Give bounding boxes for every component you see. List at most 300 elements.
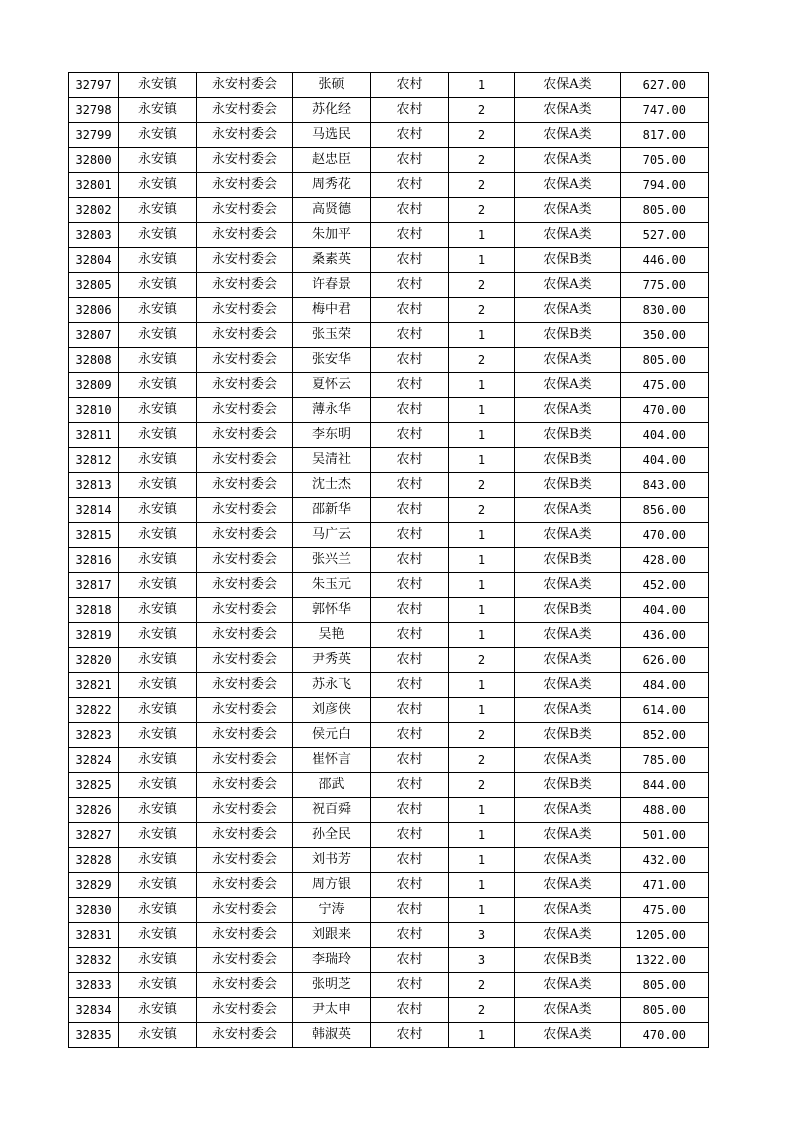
person-name-cell: 苏永飞 (293, 673, 371, 698)
household-size-cell: 2 (449, 748, 515, 773)
household-size-cell: 1 (449, 323, 515, 348)
household-size-cell: 1 (449, 823, 515, 848)
village-committee-cell: 永安村委会 (197, 573, 293, 598)
amount-cell: 817.00 (621, 123, 709, 148)
table-row (69, 398, 709, 423)
household-type-cell: 农村 (371, 73, 449, 98)
record-id-cell: 32824 (69, 748, 119, 773)
town-cell: 永安镇 (119, 948, 197, 973)
household-type-cell: 农村 (371, 273, 449, 298)
insurance-category-cell: 农保A类 (515, 998, 621, 1023)
insurance-category-cell: 农保B类 (515, 423, 621, 448)
record-id-cell: 32801 (69, 173, 119, 198)
person-name-cell: 张兴兰 (293, 548, 371, 573)
table-row (69, 423, 709, 448)
household-size-cell: 2 (449, 123, 515, 148)
insurance-category-cell: 农保A类 (515, 798, 621, 823)
town-cell: 永安镇 (119, 698, 197, 723)
household-type-cell: 农村 (371, 173, 449, 198)
village-committee-cell: 永安村委会 (197, 98, 293, 123)
person-name-cell: 赵忠臣 (293, 148, 371, 173)
table-row (69, 723, 709, 748)
household-type-cell: 农村 (371, 373, 449, 398)
record-id-cell: 32813 (69, 473, 119, 498)
town-cell: 永安镇 (119, 448, 197, 473)
town-cell: 永安镇 (119, 548, 197, 573)
table-row (69, 673, 709, 698)
insurance-category-cell: 农保A类 (515, 973, 621, 998)
town-cell: 永安镇 (119, 898, 197, 923)
insurance-category-cell: 农保A类 (515, 698, 621, 723)
village-committee-cell: 永安村委会 (197, 148, 293, 173)
household-type-cell: 农村 (371, 898, 449, 923)
person-name-cell: 张明芝 (293, 973, 371, 998)
town-cell: 永安镇 (119, 273, 197, 298)
table-row (69, 298, 709, 323)
household-type-cell: 农村 (371, 323, 449, 348)
town-cell: 永安镇 (119, 348, 197, 373)
person-name-cell: 周方银 (293, 873, 371, 898)
town-cell: 永安镇 (119, 423, 197, 448)
record-id-cell: 32825 (69, 773, 119, 798)
person-name-cell: 吴艳 (293, 623, 371, 648)
table-row (69, 973, 709, 998)
amount-cell: 436.00 (621, 623, 709, 648)
amount-cell: 428.00 (621, 548, 709, 573)
household-size-cell: 3 (449, 948, 515, 973)
household-type-cell: 农村 (371, 798, 449, 823)
household-size-cell: 1 (449, 898, 515, 923)
household-type-cell: 农村 (371, 498, 449, 523)
village-committee-cell: 永安村委会 (197, 373, 293, 398)
record-id-cell: 32811 (69, 423, 119, 448)
town-cell: 永安镇 (119, 923, 197, 948)
person-name-cell: 郭怀华 (293, 598, 371, 623)
town-cell: 永安镇 (119, 98, 197, 123)
person-name-cell: 侯元白 (293, 723, 371, 748)
person-name-cell: 韩淑英 (293, 1023, 371, 1048)
record-id-cell: 32830 (69, 898, 119, 923)
insurance-category-cell: 农保A类 (515, 273, 621, 298)
household-type-cell: 农村 (371, 148, 449, 173)
table-row (69, 573, 709, 598)
person-name-cell: 祝百舜 (293, 798, 371, 823)
record-id-cell: 32831 (69, 923, 119, 948)
amount-cell: 705.00 (621, 148, 709, 173)
household-size-cell: 1 (449, 548, 515, 573)
person-name-cell: 尹太申 (293, 998, 371, 1023)
amount-cell: 627.00 (621, 73, 709, 98)
household-type-cell: 农村 (371, 423, 449, 448)
household-type-cell: 农村 (371, 248, 449, 273)
town-cell: 永安镇 (119, 873, 197, 898)
person-name-cell: 薄永华 (293, 398, 371, 423)
table-row (69, 123, 709, 148)
household-type-cell: 农村 (371, 98, 449, 123)
table-row (69, 98, 709, 123)
amount-cell: 471.00 (621, 873, 709, 898)
village-committee-cell: 永安村委会 (197, 398, 293, 423)
insurance-category-cell: 农保B类 (515, 473, 621, 498)
table-row (69, 798, 709, 823)
household-type-cell: 农村 (371, 748, 449, 773)
insurance-category-cell: 农保A类 (515, 123, 621, 148)
person-name-cell: 马选民 (293, 123, 371, 148)
insurance-category-cell: 农保B类 (515, 323, 621, 348)
household-size-cell: 1 (449, 523, 515, 548)
village-committee-cell: 永安村委会 (197, 623, 293, 648)
person-name-cell: 高贤德 (293, 198, 371, 223)
insurance-category-cell: 农保B类 (515, 448, 621, 473)
insurance-category-cell: 农保A类 (515, 848, 621, 873)
village-committee-cell: 永安村委会 (197, 648, 293, 673)
household-size-cell: 2 (449, 648, 515, 673)
amount-cell: 475.00 (621, 373, 709, 398)
insurance-category-cell: 农保A类 (515, 98, 621, 123)
record-id-cell: 32829 (69, 873, 119, 898)
insurance-category-cell: 农保A类 (515, 623, 621, 648)
household-size-cell: 2 (449, 998, 515, 1023)
record-id-cell: 32822 (69, 698, 119, 723)
table-row (69, 148, 709, 173)
household-type-cell: 农村 (371, 698, 449, 723)
person-name-cell: 刘跟来 (293, 923, 371, 948)
person-name-cell: 刘书芳 (293, 848, 371, 873)
town-cell: 永安镇 (119, 748, 197, 773)
insurance-category-cell: 农保A类 (515, 673, 621, 698)
household-type-cell: 农村 (371, 823, 449, 848)
person-name-cell: 尹秀英 (293, 648, 371, 673)
record-id-cell: 32818 (69, 598, 119, 623)
amount-cell: 805.00 (621, 998, 709, 1023)
household-size-cell: 2 (449, 498, 515, 523)
town-cell: 永安镇 (119, 498, 197, 523)
household-type-cell: 农村 (371, 473, 449, 498)
amount-cell: 404.00 (621, 423, 709, 448)
household-type-cell: 农村 (371, 123, 449, 148)
record-id-cell: 32803 (69, 223, 119, 248)
person-name-cell: 宁涛 (293, 898, 371, 923)
household-type-cell: 农村 (371, 848, 449, 873)
town-cell: 永安镇 (119, 1023, 197, 1048)
village-committee-cell: 永安村委会 (197, 198, 293, 223)
insurance-category-cell: 农保B类 (515, 598, 621, 623)
household-type-cell: 农村 (371, 648, 449, 673)
table-row (69, 498, 709, 523)
household-size-cell: 3 (449, 923, 515, 948)
town-cell: 永安镇 (119, 523, 197, 548)
table-row (69, 898, 709, 923)
village-committee-cell: 永安村委会 (197, 248, 293, 273)
insurance-category-cell: 农保A类 (515, 498, 621, 523)
insurance-category-cell: 农保B类 (515, 948, 621, 973)
amount-cell: 626.00 (621, 648, 709, 673)
record-id-cell: 32804 (69, 248, 119, 273)
village-committee-cell: 永安村委会 (197, 998, 293, 1023)
table-row (69, 698, 709, 723)
village-committee-cell: 永安村委会 (197, 173, 293, 198)
person-name-cell: 邵武 (293, 773, 371, 798)
amount-cell: 1205.00 (621, 923, 709, 948)
person-name-cell: 张安华 (293, 348, 371, 373)
record-id-cell: 32805 (69, 273, 119, 298)
household-size-cell: 2 (449, 773, 515, 798)
town-cell: 永安镇 (119, 73, 197, 98)
insurance-category-cell: 农保A类 (515, 348, 621, 373)
record-id-cell: 32812 (69, 448, 119, 473)
insurance-category-cell: 农保B类 (515, 723, 621, 748)
person-name-cell: 李瑞玲 (293, 948, 371, 973)
amount-cell: 350.00 (621, 323, 709, 348)
insurance-category-cell: 农保A类 (515, 523, 621, 548)
table-row (69, 473, 709, 498)
table-row (69, 1023, 709, 1048)
household-type-cell: 农村 (371, 723, 449, 748)
amount-cell: 1322.00 (621, 948, 709, 973)
village-committee-cell: 永安村委会 (197, 348, 293, 373)
insurance-category-cell: 农保A类 (515, 398, 621, 423)
town-cell: 永安镇 (119, 973, 197, 998)
household-size-cell: 2 (449, 473, 515, 498)
household-size-cell: 2 (449, 298, 515, 323)
town-cell: 永安镇 (119, 598, 197, 623)
insurance-category-cell: 农保A类 (515, 373, 621, 398)
amount-cell: 805.00 (621, 348, 709, 373)
table-row (69, 948, 709, 973)
roster-table (68, 72, 709, 1048)
insurance-category-cell: 农保A类 (515, 748, 621, 773)
person-name-cell: 李东明 (293, 423, 371, 448)
household-size-cell: 2 (449, 723, 515, 748)
record-id-cell: 32823 (69, 723, 119, 748)
household-type-cell: 农村 (371, 198, 449, 223)
village-committee-cell: 永安村委会 (197, 748, 293, 773)
amount-cell: 852.00 (621, 723, 709, 748)
village-committee-cell: 永安村委会 (197, 548, 293, 573)
village-committee-cell: 永安村委会 (197, 423, 293, 448)
record-id-cell: 32802 (69, 198, 119, 223)
amount-cell: 501.00 (621, 823, 709, 848)
amount-cell: 747.00 (621, 98, 709, 123)
household-type-cell: 农村 (371, 573, 449, 598)
village-committee-cell: 永安村委会 (197, 948, 293, 973)
table-row (69, 448, 709, 473)
household-type-cell: 农村 (371, 448, 449, 473)
amount-cell: 844.00 (621, 773, 709, 798)
household-type-cell: 农村 (371, 873, 449, 898)
amount-cell: 452.00 (621, 573, 709, 598)
town-cell: 永安镇 (119, 573, 197, 598)
town-cell: 永安镇 (119, 473, 197, 498)
insurance-category-cell: 农保A类 (515, 198, 621, 223)
household-size-cell: 1 (449, 698, 515, 723)
amount-cell: 404.00 (621, 448, 709, 473)
person-name-cell: 桑素英 (293, 248, 371, 273)
household-size-cell: 1 (449, 223, 515, 248)
town-cell: 永安镇 (119, 823, 197, 848)
town-cell: 永安镇 (119, 298, 197, 323)
amount-cell: 805.00 (621, 198, 709, 223)
village-committee-cell: 永安村委会 (197, 273, 293, 298)
record-id-cell: 32834 (69, 998, 119, 1023)
household-size-cell: 2 (449, 348, 515, 373)
village-committee-cell: 永安村委会 (197, 598, 293, 623)
record-id-cell: 32820 (69, 648, 119, 673)
insurance-category-cell: 农保A类 (515, 298, 621, 323)
person-name-cell: 梅中君 (293, 298, 371, 323)
household-type-cell: 农村 (371, 548, 449, 573)
town-cell: 永安镇 (119, 773, 197, 798)
record-id-cell: 32826 (69, 798, 119, 823)
insurance-category-cell: 农保A类 (515, 873, 621, 898)
record-id-cell: 32819 (69, 623, 119, 648)
table-row (69, 923, 709, 948)
insurance-category-cell: 农保B类 (515, 548, 621, 573)
table-row (69, 323, 709, 348)
town-cell: 永安镇 (119, 373, 197, 398)
table-row (69, 348, 709, 373)
record-id-cell: 32807 (69, 323, 119, 348)
insurance-category-cell: 农保A类 (515, 648, 621, 673)
record-id-cell: 32810 (69, 398, 119, 423)
town-cell: 永安镇 (119, 248, 197, 273)
amount-cell: 856.00 (621, 498, 709, 523)
record-id-cell: 32821 (69, 673, 119, 698)
amount-cell: 488.00 (621, 798, 709, 823)
record-id-cell: 32832 (69, 948, 119, 973)
table-row (69, 648, 709, 673)
village-committee-cell: 永安村委会 (197, 873, 293, 898)
amount-cell: 843.00 (621, 473, 709, 498)
amount-cell: 475.00 (621, 898, 709, 923)
amount-cell: 484.00 (621, 673, 709, 698)
record-id-cell: 32817 (69, 573, 119, 598)
record-id-cell: 32833 (69, 973, 119, 998)
table-row (69, 848, 709, 873)
village-committee-cell: 永安村委会 (197, 298, 293, 323)
person-name-cell: 朱加平 (293, 223, 371, 248)
town-cell: 永安镇 (119, 623, 197, 648)
household-type-cell: 农村 (371, 623, 449, 648)
town-cell: 永安镇 (119, 998, 197, 1023)
household-type-cell: 农村 (371, 973, 449, 998)
insurance-category-cell: 农保A类 (515, 1023, 621, 1048)
roster-body (69, 73, 709, 1048)
household-size-cell: 1 (449, 848, 515, 873)
household-size-cell: 1 (449, 673, 515, 698)
household-size-cell: 1 (449, 573, 515, 598)
village-committee-cell: 永安村委会 (197, 773, 293, 798)
town-cell: 永安镇 (119, 123, 197, 148)
village-committee-cell: 永安村委会 (197, 123, 293, 148)
record-id-cell: 32816 (69, 548, 119, 573)
village-committee-cell: 永安村委会 (197, 923, 293, 948)
household-type-cell: 农村 (371, 773, 449, 798)
household-size-cell: 1 (449, 248, 515, 273)
household-size-cell: 1 (449, 1023, 515, 1048)
insurance-category-cell: 农保B类 (515, 773, 621, 798)
town-cell: 永安镇 (119, 798, 197, 823)
person-name-cell: 夏怀云 (293, 373, 371, 398)
table-row (69, 523, 709, 548)
amount-cell: 527.00 (621, 223, 709, 248)
town-cell: 永安镇 (119, 173, 197, 198)
table-row (69, 248, 709, 273)
insurance-category-cell: 农保A类 (515, 573, 621, 598)
household-size-cell: 1 (449, 448, 515, 473)
insurance-category-cell: 农保A类 (515, 823, 621, 848)
household-type-cell: 农村 (371, 348, 449, 373)
household-type-cell: 农村 (371, 673, 449, 698)
household-type-cell: 农村 (371, 1023, 449, 1048)
amount-cell: 805.00 (621, 973, 709, 998)
household-type-cell: 农村 (371, 298, 449, 323)
table-row (69, 598, 709, 623)
person-name-cell: 许春景 (293, 273, 371, 298)
household-type-cell: 农村 (371, 523, 449, 548)
village-committee-cell: 永安村委会 (197, 673, 293, 698)
person-name-cell: 沈士杰 (293, 473, 371, 498)
amount-cell: 446.00 (621, 248, 709, 273)
town-cell: 永安镇 (119, 398, 197, 423)
household-size-cell: 2 (449, 98, 515, 123)
amount-cell: 404.00 (621, 598, 709, 623)
amount-cell: 470.00 (621, 1023, 709, 1048)
person-name-cell: 邵新华 (293, 498, 371, 523)
person-name-cell: 张玉荣 (293, 323, 371, 348)
household-size-cell: 1 (449, 423, 515, 448)
amount-cell: 470.00 (621, 523, 709, 548)
village-committee-cell: 永安村委会 (197, 898, 293, 923)
amount-cell: 785.00 (621, 748, 709, 773)
village-committee-cell: 永安村委会 (197, 848, 293, 873)
village-committee-cell: 永安村委会 (197, 473, 293, 498)
village-committee-cell: 永安村委会 (197, 498, 293, 523)
amount-cell: 470.00 (621, 398, 709, 423)
town-cell: 永安镇 (119, 148, 197, 173)
household-size-cell: 2 (449, 198, 515, 223)
amount-cell: 794.00 (621, 173, 709, 198)
table-row (69, 823, 709, 848)
amount-cell: 614.00 (621, 698, 709, 723)
household-type-cell: 农村 (371, 923, 449, 948)
household-type-cell: 农村 (371, 998, 449, 1023)
household-size-cell: 1 (449, 623, 515, 648)
insurance-category-cell: 农保A类 (515, 223, 621, 248)
household-size-cell: 1 (449, 598, 515, 623)
village-committee-cell: 永安村委会 (197, 823, 293, 848)
household-size-cell: 1 (449, 798, 515, 823)
town-cell: 永安镇 (119, 323, 197, 348)
household-type-cell: 农村 (371, 223, 449, 248)
table-row (69, 548, 709, 573)
household-size-cell: 1 (449, 373, 515, 398)
village-committee-cell: 永安村委会 (197, 1023, 293, 1048)
record-id-cell: 32806 (69, 298, 119, 323)
record-id-cell: 32798 (69, 98, 119, 123)
village-committee-cell: 永安村委会 (197, 73, 293, 98)
household-size-cell: 2 (449, 173, 515, 198)
household-size-cell: 1 (449, 73, 515, 98)
village-committee-cell: 永安村委会 (197, 698, 293, 723)
table-row (69, 623, 709, 648)
town-cell: 永安镇 (119, 673, 197, 698)
amount-cell: 775.00 (621, 273, 709, 298)
person-name-cell: 崔怀言 (293, 748, 371, 773)
table-row (69, 998, 709, 1023)
person-name-cell: 吴清社 (293, 448, 371, 473)
town-cell: 永安镇 (119, 223, 197, 248)
